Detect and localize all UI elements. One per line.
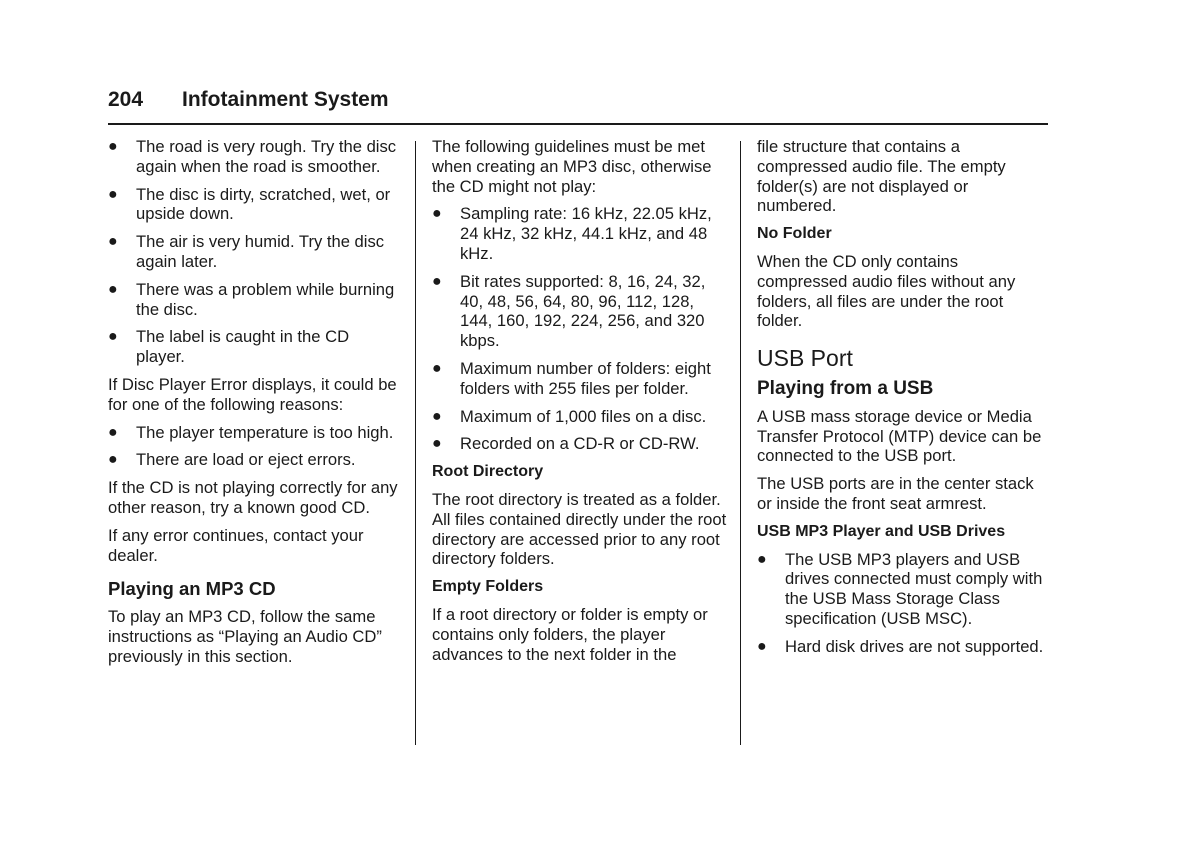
bullet-icon: ● — [432, 205, 442, 223]
bullet-icon: ● — [432, 407, 442, 425]
bullet-icon: ● — [108, 328, 118, 346]
bullet-icon: ● — [432, 435, 442, 453]
page-number: 204 — [108, 88, 144, 111]
heading-playing-mp3: Playing an MP3 CD — [108, 578, 276, 600]
list-item: ● The disc is dirty, scratched, wet, or upside down. — [108, 184, 391, 224]
bullet-list-mp3-guidelines — [432, 204, 728, 454]
usb-device-paragraph: A USB mass storage device or Media Transfer Protocol (MTP) device can be connected to the USB port. — [757, 406, 1042, 466]
list-item: ● There was a problem while burning the disc. — [108, 279, 395, 319]
heading-usb-mp3-drives: USB MP3 Player and USB Drives — [757, 522, 1006, 540]
list-item: ● The road is very rough. Try the disc again when the road is smoother. — [108, 137, 397, 176]
heading-usb-port: USB Port — [757, 345, 853, 372]
bullet-icon: ● — [432, 359, 442, 377]
root-directory-paragraph: The root directory is treated as a folder. All files contained directly under the root directory are accessed prior to any root directory folders. — [432, 489, 727, 569]
list-item: ● Sampling rate: 16 kHz, 22.05 kHz, 24 kHz, 32 kHz, 44.1 kHz, and 48 kHz. — [432, 204, 712, 263]
list-item: ● Maximum number of folders: eight folders with 255 files per folder. — [432, 358, 711, 398]
no-folder-paragraph: When the CD only contains compressed audio files without any folders, all files are under the root folder. — [757, 251, 1016, 331]
header-rule — [108, 123, 1048, 125]
contact-dealer-paragraph: If any error continues, contact your dealer. — [108, 525, 364, 565]
list-item: ● Recorded on a CD-R or CD-RW. — [432, 434, 700, 454]
bullet-icon: ● — [108, 185, 118, 203]
bullet-icon: ● — [108, 280, 118, 298]
bullet-icon: ● — [757, 637, 767, 655]
column-divider-1 — [415, 141, 416, 745]
bullet-list-error-reasons — [108, 423, 402, 471]
column-1 — [108, 137, 402, 675]
section-title: Infotainment System — [182, 88, 389, 111]
bullet-icon: ● — [108, 233, 118, 251]
column-3 — [757, 137, 1047, 665]
heading-playing-from-usb: Playing from a USB — [757, 377, 934, 399]
bullet-icon: ● — [757, 550, 767, 568]
bullet-icon: ● — [108, 451, 118, 469]
list-item: ● There are load or eject errors. — [108, 450, 356, 470]
cd-not-playing-paragraph: If the CD is not playing correctly for any other reason, try a known good CD. — [108, 478, 398, 517]
list-item: ● Maximum of 1,000 files on a disc. — [432, 406, 707, 426]
list-item: ● The air is very humid. Try the disc again later. — [108, 232, 385, 271]
heading-empty-folders: Empty Folders — [432, 578, 544, 596]
bullet-icon: ● — [432, 272, 442, 290]
list-item: ● The label is caught in the CD player. — [108, 327, 350, 367]
heading-root-directory: Root Directory — [432, 463, 544, 481]
empty-folders-paragraph: If a root directory or folder is empty or contains only folders, the player advances to the next folder in the — [432, 604, 708, 664]
bullet-list-usb-drives — [757, 550, 1047, 657]
list-item: ● Hard disk drives are not supported. — [757, 636, 1044, 656]
bullet-list-disc-problems — [108, 137, 402, 367]
heading-no-folder: No Folder — [757, 225, 832, 243]
column-divider-2 — [740, 141, 741, 745]
column-2 — [432, 137, 728, 672]
empty-folders-continued-paragraph: file structure that contains a compressed audio file. The empty folder(s) are not displayed or numbered. — [757, 137, 1006, 216]
disc-player-error-paragraph: If Disc Player Error displays, it could be for one of the following reasons: — [108, 374, 397, 414]
page-header — [108, 88, 389, 112]
bullet-icon: ● — [108, 423, 118, 441]
mp3-guidelines-paragraph: The following guidelines must be met when creating an MP3 disc, otherwise the CD might not play: — [432, 137, 712, 196]
list-item: ● Bit rates supported: 8, 16, 24, 32, 40, 48, 56, 64, 80, 96, 112, 128, 144, 160, 192, 224, 256, and 320 kbps. — [432, 271, 706, 351]
list-item: ● The USB MP3 players and USB drives connected must comply with the USB Mass Storage Class specification (USB MSC). — [757, 549, 1043, 628]
playing-mp3-paragraph: To play an MP3 CD, follow the same instructions as “Playing an Audio CD” previously in this section. — [108, 607, 382, 666]
list-item: ● The player temperature is too high. — [108, 422, 394, 442]
usb-ports-location-paragraph: The USB ports are in the center stack or inside the front seat armrest. — [757, 474, 1034, 513]
bullet-icon: ● — [108, 138, 118, 155]
